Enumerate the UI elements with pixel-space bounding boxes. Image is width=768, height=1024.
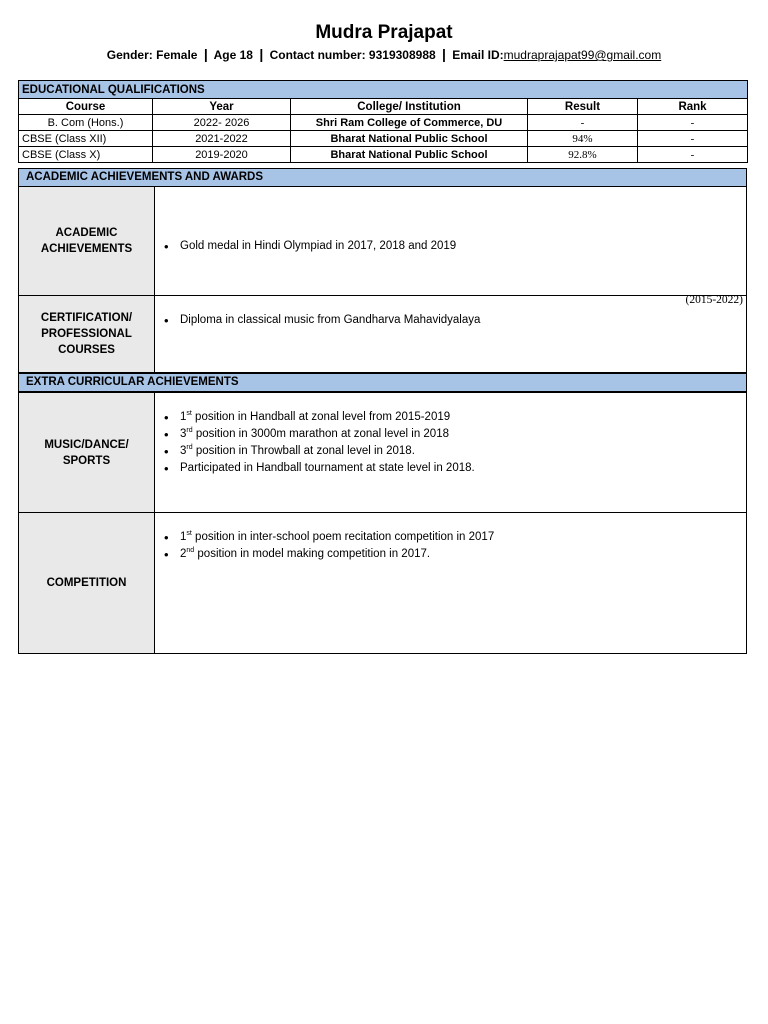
sports-list [164,409,475,477]
email-link[interactable]: mudraprajapat99@gmail.com [503,48,662,62]
list-item [164,443,475,460]
contact-line [0,46,768,62]
education-section-title: EDUCATIONAL QUALIFICATIONS [19,81,748,99]
course-cell: B. Com (Hons.) [19,115,153,131]
competition-label: COMPETITION [19,513,155,653]
list-item [164,426,475,443]
college-cell: Bharat National Public School [291,147,528,163]
column-header-college: College/ Institution [291,99,528,115]
candidate-name: Mudra Prajapat [315,22,453,43]
academic-achievements-list [164,238,456,255]
ordinal-suffix: nd [186,547,195,555]
contact-number: Contact number: 9319308988 [269,48,436,62]
sports-content [156,393,746,512]
year-cell: 2019-2020 [153,147,291,163]
ordinal: 3 [180,445,187,457]
list-item [164,529,494,546]
result-cell: 92.8% [528,147,638,163]
age: Age 18 [213,48,253,62]
table-row [19,115,748,131]
ordinal-suffix: rd [186,444,193,452]
certification-label: CERTIFICATION/ PROFESSIONAL COURSES [19,296,155,372]
result-cell: - [528,115,638,131]
list-item [164,460,475,477]
college-cell: Bharat National Public School [291,131,528,147]
sports-row [18,392,747,513]
education-column-headers [19,99,748,115]
certification-list [164,312,480,329]
year-cell: 2022- 2026 [153,115,291,131]
college-cell: Shri Ram College of Commerce, DU [291,115,528,131]
certification-period: (2015-2022) [685,294,743,306]
list-item [164,409,475,426]
email-label: Email ID: [452,48,504,62]
certification-content [156,296,746,372]
competition-content [156,513,746,653]
academic-achievements-content [156,187,746,295]
course-cell: CBSE (Class XII) [19,131,153,147]
rank-cell: - [638,147,748,163]
separator: | [203,46,208,62]
list-item [164,546,494,563]
ordinal-suffix: rd [186,427,193,435]
item-text: position in 3000m marathon at zonal level in 2018 [192,428,449,440]
sports-label: MUSIC/DANCE/ SPORTS [19,393,155,512]
column-header-rank: Rank [638,99,748,115]
list-item: • Diploma in classical music from Gandharva Mahavidyalaya [164,312,480,329]
table-row [19,131,748,147]
column-header-result: Result [528,99,638,115]
rank-cell: - [638,131,748,147]
item-text: Participated in Handball tournament at state level in 2018. [180,462,475,474]
ordinal-suffix: st [186,530,192,538]
academic-achievements-row [18,186,747,296]
table-row [19,147,748,163]
education-table [18,80,748,163]
ordinal: 2 [180,548,187,560]
competition-row [18,512,747,654]
column-header-year: Year [153,99,291,115]
list-item: • Gold medal in Hindi Olympiad in 2017, 2018 and 2019 [164,238,456,255]
ordinal: 1 [180,411,187,423]
year-cell: 2021-2022 [153,131,291,147]
certification-row [18,295,747,373]
course-cell: CBSE (Class X) [19,147,153,163]
ordinal: 3 [180,428,187,440]
gender: Gender: Female [106,48,198,62]
column-header-course: Course [19,99,153,115]
academic-achievements-label: ACADEMIC ACHIEVEMENTS [19,187,155,295]
item-text: position in Throwball at zonal level in 2018. [192,445,415,457]
result-cell: 94% [528,131,638,147]
ordinal-suffix: st [186,410,192,418]
rank-cell: - [638,115,748,131]
item-text: position in inter-school poem recitation competition in 2017 [191,531,495,543]
academic-section-title: ACADEMIC ACHIEVEMENTS AND AWARDS [18,168,747,187]
extra-section-title: EXTRA CURRICULAR ACHIEVEMENTS [18,373,747,392]
competition-list [164,529,494,563]
separator: | [259,46,264,62]
separator: | [442,46,446,62]
item-text: position in model making competition in 2017. [194,548,431,560]
item-text: position in Handball at zonal level from 2015-2019 [191,411,451,423]
ordinal: 1 [180,531,187,543]
